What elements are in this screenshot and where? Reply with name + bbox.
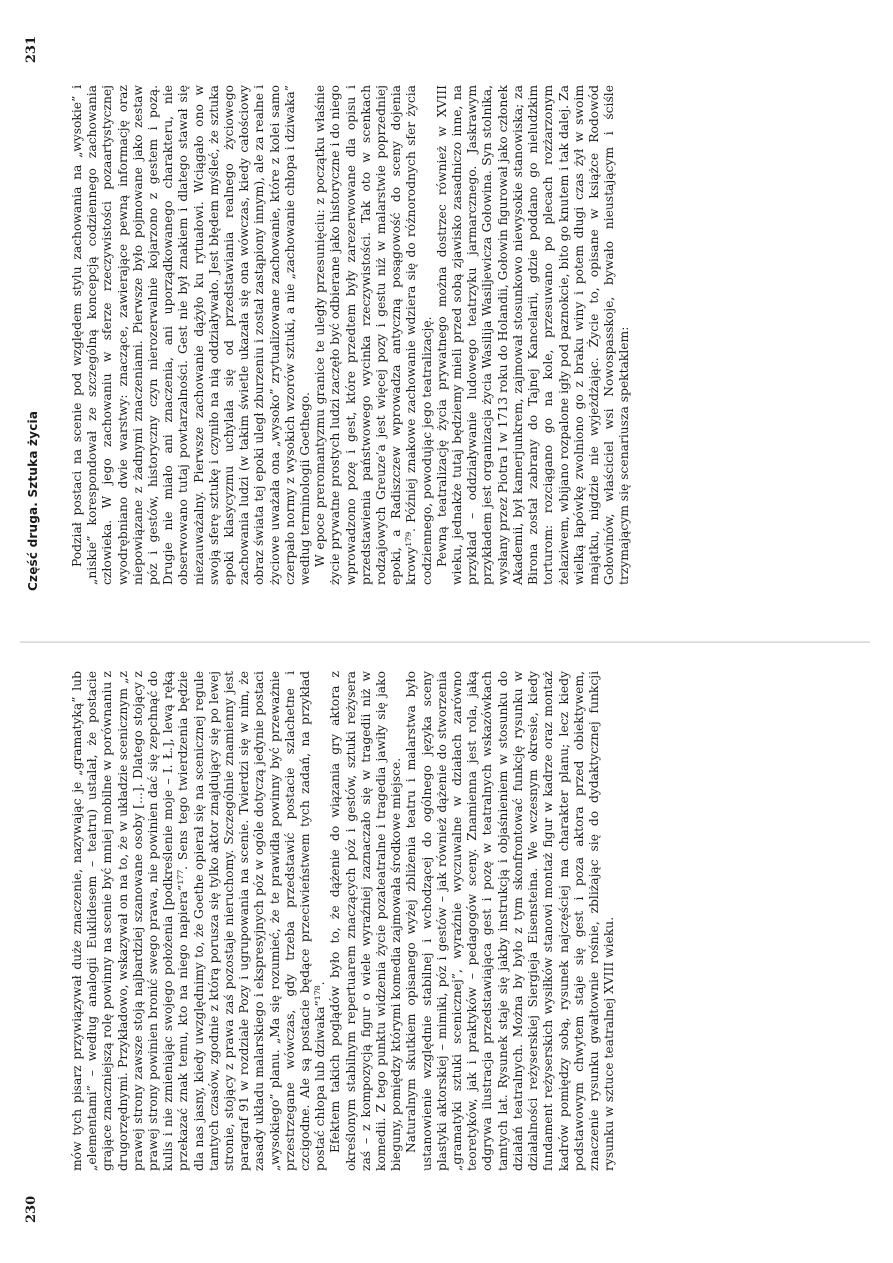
paragraph: Naturalnym skutkiem opisanego wyżej zbliżenia teatru i malarstwa było ustanowienie względnie stabilnej i wchodzącej do ogólnego języka sceny plastyki aktorskiej – mimiki, póz i gestów – jak również dążenie do stworzenia „gramatyki sztuki scenicznej”, wyraźnie wyczuwalne w działach zarówno teoretyków, jak i praktyków – pedagogów sceny. Znamienna jest rola, jaką odgrywa ilustracja przedstawiająca gest i pozę w teatralnych wskazówkach tamtych lat. Rysunek staje się jakby instrukcją i objaśnieniem w stosunku do działań teatralnych. Można by było z tym skonfrontować funkcję rysunku w działalności reżyserskiej Siergieja Eisensteina. We wczesnym okresie, kiedy fundament reżyserskich wysiłków stanowi montaż figur w kadrze oraz montaż kadrów pomiędzy sobą, rysunek najczęściej ma charakter planu; lecz kiedy podstawowym chwytem staje się gest i poza aktora przed obiektywem, znaczenie rysunku gwałtownie rośnie, zbliżając się do dydaktycznej funkcji rysunku w sztuce teatralnej XVIII wieku. <box>404 671 617 1171</box>
right-page-text <box>70 85 633 585</box>
paragraph: W epoce preromantyzmu granice te uległy przesunięciu: z początku właśnie życie prywatne prostych ludzi zaczęło być odbierane jako historyczne i do niego wprowadzono pozę i gest, które przedtem były zarezerwowane dla opisu i przedstawienia państwowego wycinka rzeczywistości. Tak oto w scenkach rodzajowych Greuze’a jest więcej pozy i gestu niż w malarstwie poprzedniej epoki, a Radiszczew wprowadza antyczną posągowość do sceny dojenia krowy¹⁷⁹. Później znakowe zachowanie wdziera się do różnorodnych sfer życia codziennego, powodując jego teatralizację. <box>313 85 434 585</box>
page-number-left: 230 <box>24 1195 39 1223</box>
paragraph: Pewną teatralizację życia prywatnego można dostrzec również w XVIII wieku, jednakże tutaj będziemy mieli przed sobą zjawisko zasadniczo inne, na przykład – oddziaływanie ludowego teatrzyku jarmarcznego. Jaskrawym przykładem jest organizacja życia Wasilija Wasiljewicza Gołowina. Syn stolnika, wysłany przez Piotra I w 1713 roku do Holandii, Gołowin figurował jako członek Akademii, był kamerjunkrem, zajmował stosunkowo niewysokie stanowiska; za Birona został zabrany do Tajnej Kancelarii, gdzie poddano go nieludzkim torturom: rozciągano go na kole, przesuwano po plecach rozżarzonym żelaziwem, wbijano rozpalone igły pod paznokcie, bito go knutem i tak dalej. Za wielką łapówkę zwolniono go z braku winy i potem długi czas żył w swoim majątku, nigdzie nie wyjeżdżając. Życie to, opisane w książce Rodowód Gołowinów, właściciel wsi Nowospasskoje, bywało nieustającym i ściśle trzymającym się scenariusza spektaklem: <box>434 85 632 585</box>
left-page <box>0 632 893 1263</box>
paragraph: Podział postaci na scenie pod względem stylu zachowania na „wysokie” i „niskie” korespondował ze szczególną koncepcją codziennego zachowania człowieka. W jego zachowaniu w sferze rzeczywistości pozaartystycznej wyodrębniano dwie warstwy: znaczące, zawierające pewną informację oraz niepowiązane z żadnymi znaczeniami. Pierwsze było pojmowane jako zestaw póz i gestów, historyczny czyn nierozerwalnie kojarzono z gestem i pozą. Drugie nie miało ani znaczenia, ani uporządkowanego charakteru, nie obserwowano tutaj powtarzalności. Gest nie był znakiem i dlatego stawał się niezauważalny. Pierwsze zachowanie dążyło ku rytuałowi. Wciągało ono w swoją sferę sztukę i czyniło na nią oddziaływało. Jest błędem myśleć, że sztuka epoki klasycyzmu uchylała się od przedstawiania realnego życiowego zachowania ludzi (w takim świetle ukazała się ona wówczas, kiedy całościowy obraz świata tej epoki uległ zburzeniu i został zastąpiony innym), ale za realne i życiowe uważała ona „wysoko” zrytualizowane zachowanie, które z kolei samo czerpało normy z wysokich wzorów sztuki, a nie „zachowanie chłopa i dziwaka” według terminologii Goethego. <box>70 85 313 585</box>
right-page <box>0 0 893 631</box>
left-page-text <box>70 671 617 1171</box>
paragraph: Efektem takich poglądów było to, że dążenie do wiązania gry aktora z określonym stabilnym repertuarem znaczących póz i gestów, sztuki reżysera zaś – z kompozycją figur o wiele wyraźniej zaznaczało się w tragedii niż w komedii. Z tego punktu widzenia życie pozateatralne i tragedia jawiły się jako bieguny, pomiędzy którymi komedia zajmowała środkowe miejsce. <box>328 671 404 1171</box>
gutter-fold <box>20 641 870 643</box>
running-head: Część druga. Sztuka życia <box>26 410 40 591</box>
paragraph: mów tych pisarz przywiązywał duże znaczenie, nazywając je „gramatyką” lub „elementami” – według analogii Euklidesem – teatru) ustalał, że postacie grające znaczniejszą rolę powinny na scenie być mniej mobilne w porównaniu z drugorzędnymi. Przykładowo, wskazywał on na to, że w układzie scenicznym „z prawej strony zawsze stoją najbardziej szanowane osoby [...]. Dlatego stojący z prawej strony powinien bronić swego prawa, nie powinien dać się zepchnąć do kulis i nie zmieniając swojego położenia [podkreślenie moje – I. Ł.], lewą ręką przekazać znak temu, kto na niego napiera”¹⁷⁷. Sens tego twierdzenia będzie dla nas jasny, kiedy uwzględnimy to, że Goethe opierał się na scenicznej regule tamtych czasów, zgodnie z którą porusza się tylko aktor znajdujący się po lewej stronie, stojący z prawa zaś pozostaje nieruchomy. Szczególnie znamienny jest paragraf 91 w rozdziale Pozy i ugrupowania na scenie. Twierdzi się w nim, że zasady układu malarskiego i ekspresyjnych póz w ogóle dotyczą jedynie postaci „wysokiego” planu. „Ma się rozumieć, że te prawidła powinny być przeważnie przestrzegane wówczas, gdy trzeba przedstawić postacie szlachetne i czcigodne. Ale są postacie będące przeciwieństwem tych zadań, na przykład postać chłopa lub dziwaka”¹⁷⁸. <box>70 671 328 1171</box>
page-number-right: 231 <box>24 36 39 64</box>
